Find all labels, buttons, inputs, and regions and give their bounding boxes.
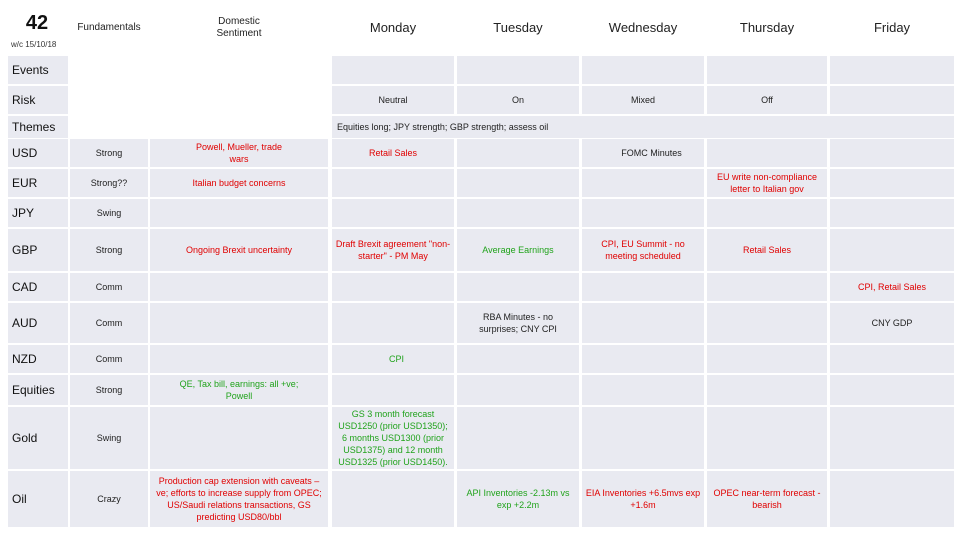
usd-domestic: Powell, Mueller, trade wars: [195, 142, 283, 164]
eur-thursday: EU write non-compliance letter to Italian gov: [716, 172, 818, 194]
grid-cell: [332, 375, 454, 405]
risk-wednesday: Mixed: [630, 95, 655, 105]
grid-cell: [457, 169, 579, 197]
eur-fundamentals: Strong??: [90, 178, 128, 188]
grid-cell: [830, 139, 954, 167]
row-label-usd: USD: [12, 146, 38, 160]
gbp-monday: Draft Brexit agreement "non-starter" - PM May: [335, 239, 451, 261]
risk-monday: Neutral: [378, 95, 408, 105]
grid-cell: [830, 407, 954, 469]
grid-cell: [830, 86, 954, 114]
nzd-fundamentals: Comm: [95, 354, 123, 364]
equities-fundamentals: Strong: [95, 385, 123, 395]
gold-monday: GS 3 month forecast USD1250 (prior USD1350); 6 months USD1300 (prior USD1375) and 12 month USD1325 (prior USD1450).: [338, 409, 448, 467]
grid-cell: [830, 169, 954, 197]
grid-cell: [707, 56, 827, 84]
oil-fundamentals: Crazy: [97, 494, 121, 504]
grid-cell: [457, 407, 579, 469]
grid-cell: [830, 56, 954, 84]
day-tuesday: Tuesday: [493, 20, 543, 35]
grid-cell: [582, 345, 704, 373]
grid-cell: [707, 375, 827, 405]
row-label-jpy: JPY: [12, 206, 35, 220]
week-label: w/c 15/10/18: [11, 40, 57, 49]
cad-friday: CPI, Retail Sales: [857, 282, 927, 292]
aud-friday: CNY GDP: [871, 318, 913, 328]
grid-cell: [707, 303, 827, 343]
aud-tuesday: RBA Minutes - no surprises; CNY CPI: [479, 312, 557, 334]
grid-cell: [150, 345, 328, 373]
grid-cell: [582, 169, 704, 197]
domestic-sentiment-header: Domestic Sentiment: [216, 16, 262, 39]
row-label-cad: CAD: [12, 280, 38, 294]
grid-cell: [830, 345, 954, 373]
grid-cell: [150, 303, 328, 343]
grid-cell: [332, 471, 454, 527]
grid-cell: [150, 199, 328, 227]
grid-cell: [707, 273, 827, 301]
grid-cell: [707, 199, 827, 227]
grid-cell: [332, 303, 454, 343]
equities-domestic: QE, Tax bill, earnings: all +ve; Powell: [179, 379, 299, 401]
row-label-risk: Risk: [12, 93, 36, 107]
fundamentals-header: Fundamentals: [77, 22, 141, 33]
grid-cell: [150, 273, 328, 301]
themes-text: Equities long; JPY strength; GBP strength; assess oil: [337, 122, 549, 132]
oil-thursday: OPEC near-term forecast - bearish: [713, 488, 821, 510]
eur-domestic: Italian budget concerns: [192, 178, 286, 188]
grid-cell: [457, 345, 579, 373]
row-label-events: Events: [12, 63, 49, 77]
usd-fundamentals: Strong: [95, 148, 123, 158]
row-label-gbp: GBP: [12, 243, 38, 257]
gbp-wednesday: CPI, EU Summit - no meeting scheduled: [601, 239, 685, 261]
aud-fundamentals: Comm: [95, 318, 123, 328]
cad-fundamentals: Comm: [95, 282, 123, 292]
grid-cell: [582, 199, 704, 227]
grid-cell: [457, 375, 579, 405]
grid-cell: [582, 273, 704, 301]
grid-cell: [582, 56, 704, 84]
grid-cell: [830, 375, 954, 405]
row-label-themes: Themes: [12, 120, 56, 134]
gbp-fundamentals: Strong: [95, 245, 123, 255]
jpy-fundamentals: Swing: [96, 208, 122, 218]
grid-cell: [332, 273, 454, 301]
day-friday: Friday: [873, 20, 911, 35]
grid-cell: [457, 139, 579, 167]
row-label-aud: AUD: [12, 316, 38, 330]
nzd-monday: CPI: [388, 354, 404, 364]
grid-cell: [707, 345, 827, 373]
day-monday: Monday: [369, 20, 417, 35]
day-wednesday: Wednesday: [608, 20, 678, 35]
row-label-equities: Equities: [12, 383, 55, 397]
day-thursday: Thursday: [739, 20, 795, 35]
grid-cell: [457, 199, 579, 227]
row-label-oil: Oil: [12, 492, 27, 506]
grid-cell: [582, 303, 704, 343]
gbp-thursday: Retail Sales: [742, 245, 792, 255]
usd-monday: Retail Sales: [368, 148, 418, 158]
gbp-tuesday: Average Earnings: [482, 245, 554, 255]
row-label-gold: Gold: [12, 431, 38, 445]
oil-wednesday: EIA Inventories +6.5mvs exp +1.6m: [585, 488, 701, 510]
grid-cell: [457, 56, 579, 84]
grid-cell: [707, 139, 827, 167]
gold-fundamentals: Swing: [96, 433, 122, 443]
grid-cell: [150, 407, 328, 469]
row-label-nzd: NZD: [12, 352, 37, 366]
risk-tuesday: On: [511, 95, 524, 105]
grid-cell: [582, 407, 704, 469]
slide-number: 42: [25, 12, 49, 34]
oil-domestic: Production cap extension with caveats –ve; efforts to increase supply from OPEC; US/Saudi relations transactions, GS predicting USD80/bbl: [156, 476, 322, 522]
usd-wednesday: FOMC Minutes: [621, 148, 682, 158]
grid-cell: [332, 56, 454, 84]
oil-tuesday: API Inventories -2.13m vs exp +2.2m: [466, 488, 570, 510]
grid-cell: [332, 169, 454, 197]
risk-thursday: Off: [761, 95, 773, 105]
grid-cell: [457, 273, 579, 301]
row-label-eur: EUR: [12, 176, 38, 190]
grid-cell: [707, 407, 827, 469]
grid-cell: [332, 199, 454, 227]
grid-cell: [830, 229, 954, 271]
grid-cell: [830, 199, 954, 227]
grid-cell: [830, 471, 954, 527]
gbp-domestic: Ongoing Brexit uncertainty: [185, 245, 293, 255]
grid-cell: [582, 375, 704, 405]
